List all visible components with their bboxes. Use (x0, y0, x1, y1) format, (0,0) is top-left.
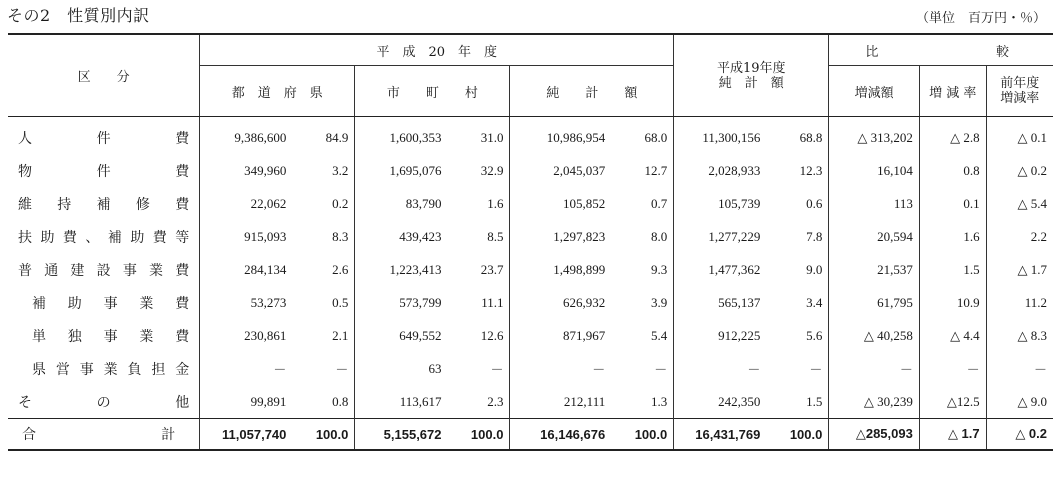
muni-amount: 649,552 (355, 319, 448, 352)
muni-share: 2.3 (487, 393, 504, 409)
change-rate-label: 増 減 率 (929, 85, 977, 101)
net-amount: 105,852 (510, 187, 611, 220)
prev-share: 1.5 (806, 393, 823, 409)
muni-share: － (490, 362, 504, 377)
table-row (8, 385, 1053, 419)
prev-share: 3.4 (806, 294, 823, 310)
change-rate: － (919, 352, 986, 385)
prev-amount: 2,028,933 (674, 154, 767, 187)
net-amount: 626,932 (510, 286, 611, 319)
pref-share: 0.8 (332, 393, 349, 409)
prev-change-line1: 前年度 (1000, 76, 1040, 91)
pref-share: 0.5 (332, 294, 349, 310)
net-amount: 1,498,899 (510, 253, 611, 286)
pref-share: 3.2 (332, 162, 349, 178)
pref-share: 8.3 (332, 228, 349, 244)
prev-change-rate: △ 5.4 (986, 187, 1053, 220)
net-share: 5.4 (650, 327, 668, 343)
net-amount: 212,111 (510, 385, 611, 419)
current-year-label: 平 成 20 年 度 (376, 44, 498, 60)
comparison-label-right: 較 (995, 44, 1009, 60)
net-amount: 1,297,823 (510, 220, 611, 253)
muni-share: 100.0 (448, 419, 510, 451)
pref-share: 2.6 (332, 261, 349, 277)
muni-amount: 113,617 (355, 385, 448, 419)
prev-amount: 105,739 (674, 187, 767, 220)
prev-year-header (674, 34, 829, 117)
prev-share: 9.0 (806, 261, 823, 277)
change-rate: 0.8 (919, 154, 986, 187)
prev-change-rate: △ 1.7 (986, 253, 1053, 286)
prev-amount: 242,350 (674, 385, 767, 419)
net-share: 8.0 (650, 228, 668, 244)
pref-amount: 915,093 (200, 220, 293, 253)
muni-share: 1.6 (487, 195, 504, 211)
pref-share: 0.2 (332, 195, 349, 211)
net-share: 9.3 (650, 261, 668, 277)
net-amount: 2,045,037 (510, 154, 611, 187)
muni-share: 32.9 (480, 162, 504, 178)
change-amount: △285,093 (829, 419, 919, 451)
prev-change-rate: △ 0.1 (986, 117, 1053, 155)
change-rate-header (919, 66, 986, 117)
net-amount: 871,967 (510, 319, 611, 352)
change-rate: △ 4.4 (919, 319, 986, 352)
muni-share: 23.7 (480, 261, 504, 277)
pref-share: 2.1 (332, 327, 349, 343)
prev-change-line2: 増減率 (1000, 91, 1040, 106)
change-rate: 1.6 (919, 220, 986, 253)
page-title: その2 性質別内訳 (7, 6, 150, 25)
change-rate: 1.5 (919, 253, 986, 286)
change-rate: △ 2.8 (919, 117, 986, 155)
pref-amount: 11,057,740 (200, 419, 293, 451)
change-amount: △ 40,258 (829, 319, 919, 352)
net-amount: 10,986,954 (510, 117, 611, 155)
table-row (8, 352, 1053, 385)
net-share: － (654, 362, 668, 377)
row-label-text: 人 件 費 (18, 130, 190, 147)
prev-share: 68.8 (799, 129, 823, 145)
comparison-label-left: 比 (865, 44, 936, 60)
muni-amount: 1,600,353 (355, 117, 448, 155)
table-row (8, 187, 1053, 220)
muni-amount: 573,799 (355, 286, 448, 319)
comparison-label (865, 41, 1009, 60)
row-label-text: 普通建設事業費 (18, 262, 190, 279)
municipalities-header (355, 66, 510, 117)
row-label-text: 物 件 費 (18, 163, 190, 180)
table-body (8, 117, 1053, 451)
prev-amount: 1,477,362 (674, 253, 767, 286)
change-rate: 10.9 (919, 286, 986, 319)
net-amount: － (510, 352, 611, 385)
table-row (8, 319, 1053, 352)
net-total-label: 純 計 額 (546, 85, 638, 101)
change-amount: 16,104 (829, 154, 919, 187)
total-label (8, 419, 200, 451)
table-row (8, 154, 1053, 187)
expenditure-table (8, 33, 1053, 451)
net-share: 0.7 (650, 195, 668, 211)
net-share: 100.0 (611, 419, 674, 451)
muni-amount: 5,155,672 (355, 419, 448, 451)
comparison-header (829, 34, 1053, 66)
change-rate: △ 1.7 (919, 419, 986, 451)
prev-share: 100.0 (766, 419, 828, 451)
prev-change-rate: △ 0.2 (986, 154, 1053, 187)
pref-share: 84.9 (325, 129, 349, 145)
muni-amount: 1,695,076 (355, 154, 448, 187)
prefectures-label: 都 道 府 県 (231, 85, 323, 101)
row-label (8, 352, 200, 385)
row-label-text: そ の 他 (18, 394, 190, 411)
muni-share: 8.5 (487, 228, 504, 244)
table-row (8, 117, 1053, 155)
pref-amount: 284,134 (200, 253, 293, 286)
row-label-text: 補助事業費 (32, 295, 190, 312)
change-amount: △ 30,239 (829, 385, 919, 419)
pref-amount: － (200, 352, 293, 385)
row-label-text: 単独事業費 (32, 328, 190, 345)
muni-amount: 63 (355, 352, 448, 385)
prev-year-line2: 純 計 額 (718, 75, 784, 91)
net-share: 3.9 (650, 294, 668, 310)
change-amount: 20,594 (829, 220, 919, 253)
change-amount: △ 313,202 (829, 117, 919, 155)
row-label-text: 維持補修費 (18, 196, 190, 213)
row-label (8, 286, 200, 319)
prev-change-rate-header (986, 66, 1053, 117)
prev-change-rate: △ 9.0 (986, 385, 1053, 419)
muni-share: 31.0 (480, 129, 504, 145)
row-label (8, 187, 200, 220)
total-row (8, 419, 1053, 451)
net-amount: 16,146,676 (510, 419, 611, 451)
muni-share: 12.6 (480, 327, 504, 343)
prev-share: 7.8 (806, 228, 823, 244)
prev-change-rate: 2.2 (986, 220, 1053, 253)
change-rate: 0.1 (919, 187, 986, 220)
prefectures-header (200, 66, 355, 117)
table-row (8, 253, 1053, 286)
change-amount: 21,537 (829, 253, 919, 286)
muni-amount: 83,790 (355, 187, 448, 220)
prev-share: 0.6 (806, 195, 823, 211)
row-label-text: 扶助費、補助費等 (18, 229, 190, 246)
prev-amount: 16,431,769 (674, 419, 767, 451)
prev-share: 12.3 (799, 162, 823, 178)
change-amount-label: 増減額 (854, 85, 894, 101)
unit-note: （単位 百万円・％） (915, 11, 1046, 26)
row-label-text: 県営事業負担金 (32, 361, 190, 378)
change-amount: 61,795 (829, 286, 919, 319)
prev-amount: － (674, 352, 767, 385)
prev-share: 5.6 (806, 327, 823, 343)
change-amount: － (829, 352, 919, 385)
muni-amount: 1,223,413 (355, 253, 448, 286)
category-header-label: 区 分 (77, 70, 130, 85)
prev-amount: 1,277,229 (674, 220, 767, 253)
prev-share: － (809, 362, 823, 377)
total-label-text: 合 計 (22, 427, 176, 443)
row-label (8, 117, 200, 155)
change-rate: △12.5 (919, 385, 986, 419)
pref-amount: 53,273 (200, 286, 293, 319)
muni-share: 11.1 (481, 294, 504, 310)
net-share: 12.7 (644, 162, 668, 178)
current-year-header (200, 34, 674, 66)
table-row (8, 220, 1053, 253)
table-header (8, 34, 1053, 117)
prev-amount: 912,225 (674, 319, 767, 352)
category-header (8, 34, 200, 117)
prev-change-rate: － (986, 352, 1053, 385)
net-share: 68.0 (644, 129, 668, 145)
prev-year-line1: 平成19年度 (717, 60, 786, 76)
row-label (8, 385, 200, 419)
prev-amount: 565,137 (674, 286, 767, 319)
change-amount: 113 (829, 187, 919, 220)
prev-change-rate: 11.2 (986, 286, 1053, 319)
row-label (8, 154, 200, 187)
row-label (8, 319, 200, 352)
pref-amount: 99,891 (200, 385, 293, 419)
municipalities-label: 市 町 村 (386, 85, 478, 101)
muni-amount: 439,423 (355, 220, 448, 253)
row-label (8, 253, 200, 286)
pref-share: － (335, 362, 349, 377)
pref-amount: 9,386,600 (200, 117, 293, 155)
table-row (8, 286, 1053, 319)
row-label (8, 220, 200, 253)
pref-amount: 22,062 (200, 187, 293, 220)
pref-amount: 230,861 (200, 319, 293, 352)
prev-change-rate: △ 8.3 (986, 319, 1053, 352)
pref-amount: 349,960 (200, 154, 293, 187)
change-amount-header (829, 66, 919, 117)
prev-change-rate: △ 0.2 (986, 419, 1053, 451)
prev-amount: 11,300,156 (674, 117, 767, 155)
net-share: 1.3 (650, 393, 668, 409)
pref-share: 100.0 (292, 419, 354, 451)
net-total-header (510, 66, 674, 117)
